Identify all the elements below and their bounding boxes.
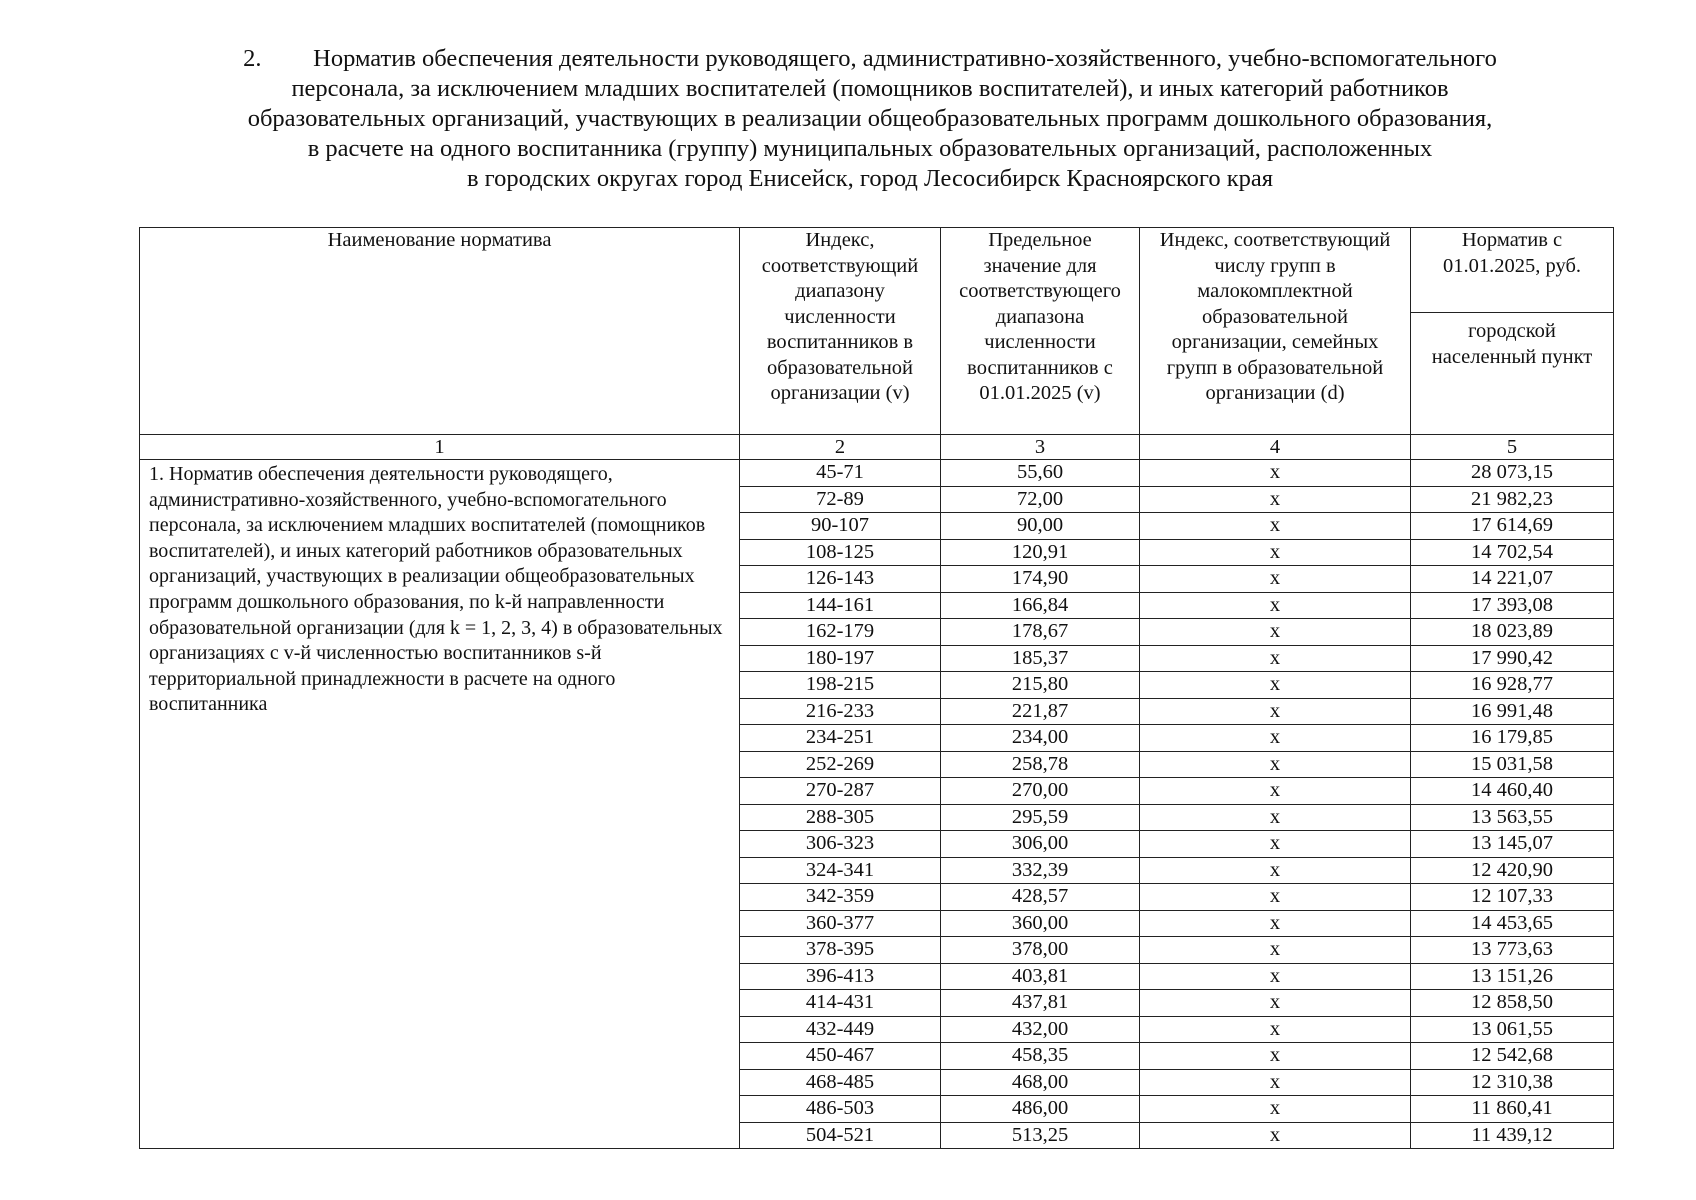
group-index-cell: х (1140, 725, 1411, 752)
group-index-cell: х (1140, 460, 1411, 487)
range-cell: 486-503 (740, 1096, 941, 1123)
norm-value-cell: 13 151,26 (1411, 963, 1614, 990)
group-index-cell: х (1140, 910, 1411, 937)
norm-value-cell: 17 614,69 (1411, 513, 1614, 540)
norm-value-cell: 12 107,33 (1411, 884, 1614, 911)
group-index-cell: х (1140, 513, 1411, 540)
range-cell: 72-89 (740, 486, 941, 513)
document-title (150, 44, 1590, 194)
limit-cell: 174,90 (941, 566, 1140, 593)
norm-table (139, 227, 1614, 1149)
column-number: 4 (1140, 435, 1411, 460)
norm-value-cell: 18 023,89 (1411, 619, 1614, 646)
limit-cell: 215,80 (941, 672, 1140, 699)
range-cell: 378-395 (740, 937, 941, 964)
group-index-cell: х (1140, 778, 1411, 805)
range-cell: 432-449 (740, 1016, 941, 1043)
group-index-cell: х (1140, 857, 1411, 884)
group-index-cell: х (1140, 751, 1411, 778)
group-index-cell: х (1140, 672, 1411, 699)
norm-value-cell: 16 179,85 (1411, 725, 1614, 752)
header-norm: Норматив с 01.01.2025, руб. (1411, 228, 1614, 313)
limit-cell: 468,00 (941, 1069, 1140, 1096)
header-range-index: Индекс, соответствующий диапазону численности воспитанников в образовательной организации (v) (740, 228, 941, 435)
limit-cell: 166,84 (941, 592, 1140, 619)
range-cell: 45-71 (740, 460, 941, 487)
limit-cell: 437,81 (941, 990, 1140, 1017)
header-group-index: Индекс, соответствующий числу групп в малокомплектной образовательной организации, семейных групп в образовательной организации (d) (1140, 228, 1411, 435)
norm-value-cell: 12 420,90 (1411, 857, 1614, 884)
limit-cell: 378,00 (941, 937, 1140, 964)
title-line-1 (150, 44, 1590, 74)
group-index-cell: х (1140, 990, 1411, 1017)
range-cell: 396-413 (740, 963, 941, 990)
limit-cell: 458,35 (941, 1043, 1140, 1070)
group-index-cell: х (1140, 539, 1411, 566)
limit-cell: 120,91 (941, 539, 1140, 566)
norm-value-cell: 16 991,48 (1411, 698, 1614, 725)
limit-cell: 258,78 (941, 751, 1140, 778)
group-index-cell: х (1140, 566, 1411, 593)
column-number: 3 (941, 435, 1140, 460)
group-index-cell: х (1140, 884, 1411, 911)
title-number: 2. (243, 45, 262, 72)
norm-value-cell: 12 310,38 (1411, 1069, 1614, 1096)
table-row (140, 460, 1614, 487)
limit-cell: 185,37 (941, 645, 1140, 672)
column-number: 2 (740, 435, 941, 460)
limit-cell: 403,81 (941, 963, 1140, 990)
limit-cell: 295,59 (941, 804, 1140, 831)
title-line-4: в расчете на одного воспитанника (группу) муниципальных образовательных организаций, расположенных (307, 135, 1433, 162)
title-line-3: образовательных организаций, участвующих в реализации общеобразовательных программ дошкольного образования, (247, 105, 1493, 132)
norm-value-cell: 14 453,65 (1411, 910, 1614, 937)
range-cell: 306-323 (740, 831, 941, 858)
range-cell: 216-233 (740, 698, 941, 725)
norm-value-cell: 14 702,54 (1411, 539, 1614, 566)
title-line-5: в городских округах город Енисейск, город Лесосибирск Красноярского края (466, 165, 1274, 192)
limit-cell: 72,00 (941, 486, 1140, 513)
limit-cell: 221,87 (941, 698, 1140, 725)
limit-cell: 360,00 (941, 910, 1140, 937)
header-limit-value: Предельное значение для соответствующего диапазона численности воспитанников с 01.01.2025 (v) (941, 228, 1140, 435)
norm-value-cell: 13 773,63 (1411, 937, 1614, 964)
title-text-1: Норматив обеспечения деятельности руководящего, административно-хозяйственного, учебно-вспомогательного (313, 45, 1497, 72)
range-cell: 270-287 (740, 778, 941, 805)
limit-cell: 178,67 (941, 619, 1140, 646)
group-index-cell: х (1140, 963, 1411, 990)
group-index-cell: х (1140, 592, 1411, 619)
range-cell: 234-251 (740, 725, 941, 752)
title-line-2: персонала, за исключением младших воспитателей (помощников воспитателей), и иных категорий работников (291, 75, 1449, 102)
norm-value-cell: 12 858,50 (1411, 990, 1614, 1017)
range-cell: 252-269 (740, 751, 941, 778)
norm-value-cell: 13 061,55 (1411, 1016, 1614, 1043)
range-cell: 450-467 (740, 1043, 941, 1070)
norm-value-cell: 13 145,07 (1411, 831, 1614, 858)
norm-value-cell: 28 073,15 (1411, 460, 1614, 487)
group-index-cell: х (1140, 1122, 1411, 1149)
limit-cell: 55,60 (941, 460, 1140, 487)
limit-cell: 513,25 (941, 1122, 1140, 1149)
group-index-cell: х (1140, 831, 1411, 858)
range-cell: 342-359 (740, 884, 941, 911)
limit-cell: 306,00 (941, 831, 1140, 858)
limit-cell: 428,57 (941, 884, 1140, 911)
group-index-cell: х (1140, 804, 1411, 831)
limit-cell: 432,00 (941, 1016, 1140, 1043)
norm-value-cell: 11 439,12 (1411, 1122, 1614, 1149)
norm-value-cell: 17 393,08 (1411, 592, 1614, 619)
range-cell: 90-107 (740, 513, 941, 540)
group-index-cell: х (1140, 486, 1411, 513)
column-number: 5 (1411, 435, 1614, 460)
norm-value-cell: 15 031,58 (1411, 751, 1614, 778)
group-index-cell: х (1140, 698, 1411, 725)
range-cell: 198-215 (740, 672, 941, 699)
norm-value-cell: 11 860,41 (1411, 1096, 1614, 1123)
header-row (140, 228, 1614, 313)
group-index-cell: х (1140, 937, 1411, 964)
range-cell: 108-125 (740, 539, 941, 566)
norm-value-cell: 14 221,07 (1411, 566, 1614, 593)
limit-cell: 332,39 (941, 857, 1140, 884)
range-cell: 324-341 (740, 857, 941, 884)
group-index-cell: х (1140, 1043, 1411, 1070)
group-index-cell: х (1140, 645, 1411, 672)
column-number: 1 (140, 435, 740, 460)
range-cell: 126-143 (740, 566, 941, 593)
column-number-row (140, 435, 1614, 460)
norm-value-cell: 21 982,23 (1411, 486, 1614, 513)
range-cell: 162-179 (740, 619, 941, 646)
limit-cell: 234,00 (941, 725, 1140, 752)
norm-value-cell: 16 928,77 (1411, 672, 1614, 699)
range-cell: 144-161 (740, 592, 941, 619)
range-cell: 504-521 (740, 1122, 941, 1149)
limit-cell: 486,00 (941, 1096, 1140, 1123)
norm-description: 1. Норматив обеспечения деятельности руководящего, административно-хозяйственного, учебно-вспомогательного персонала, за исключением младших воспитателей (помощников воспитателей), и иных категорий работников образовательных организаций, участвующих в реализации общеобразовательных программ дошкольного образования, по k-й направленности образовательной организации (для k = 1, 2, 3, 4) в образовательных организациях с v-й численностью воспитанников s-й территориальной принадлежности в расчете на одного воспитанника (140, 460, 740, 1149)
group-index-cell: х (1140, 1069, 1411, 1096)
range-cell: 360-377 (740, 910, 941, 937)
range-cell: 180-197 (740, 645, 941, 672)
norm-value-cell: 12 542,68 (1411, 1043, 1614, 1070)
header-urban-settlement: городской населенный пункт (1411, 313, 1614, 435)
range-cell: 414-431 (740, 990, 941, 1017)
norm-value-cell: 14 460,40 (1411, 778, 1614, 805)
group-index-cell: х (1140, 1096, 1411, 1123)
limit-cell: 270,00 (941, 778, 1140, 805)
norm-value-cell: 13 563,55 (1411, 804, 1614, 831)
range-cell: 288-305 (740, 804, 941, 831)
group-index-cell: х (1140, 1016, 1411, 1043)
header-name: Наименование норматива (140, 228, 740, 435)
norm-value-cell: 17 990,42 (1411, 645, 1614, 672)
limit-cell: 90,00 (941, 513, 1140, 540)
range-cell: 468-485 (740, 1069, 941, 1096)
group-index-cell: х (1140, 619, 1411, 646)
